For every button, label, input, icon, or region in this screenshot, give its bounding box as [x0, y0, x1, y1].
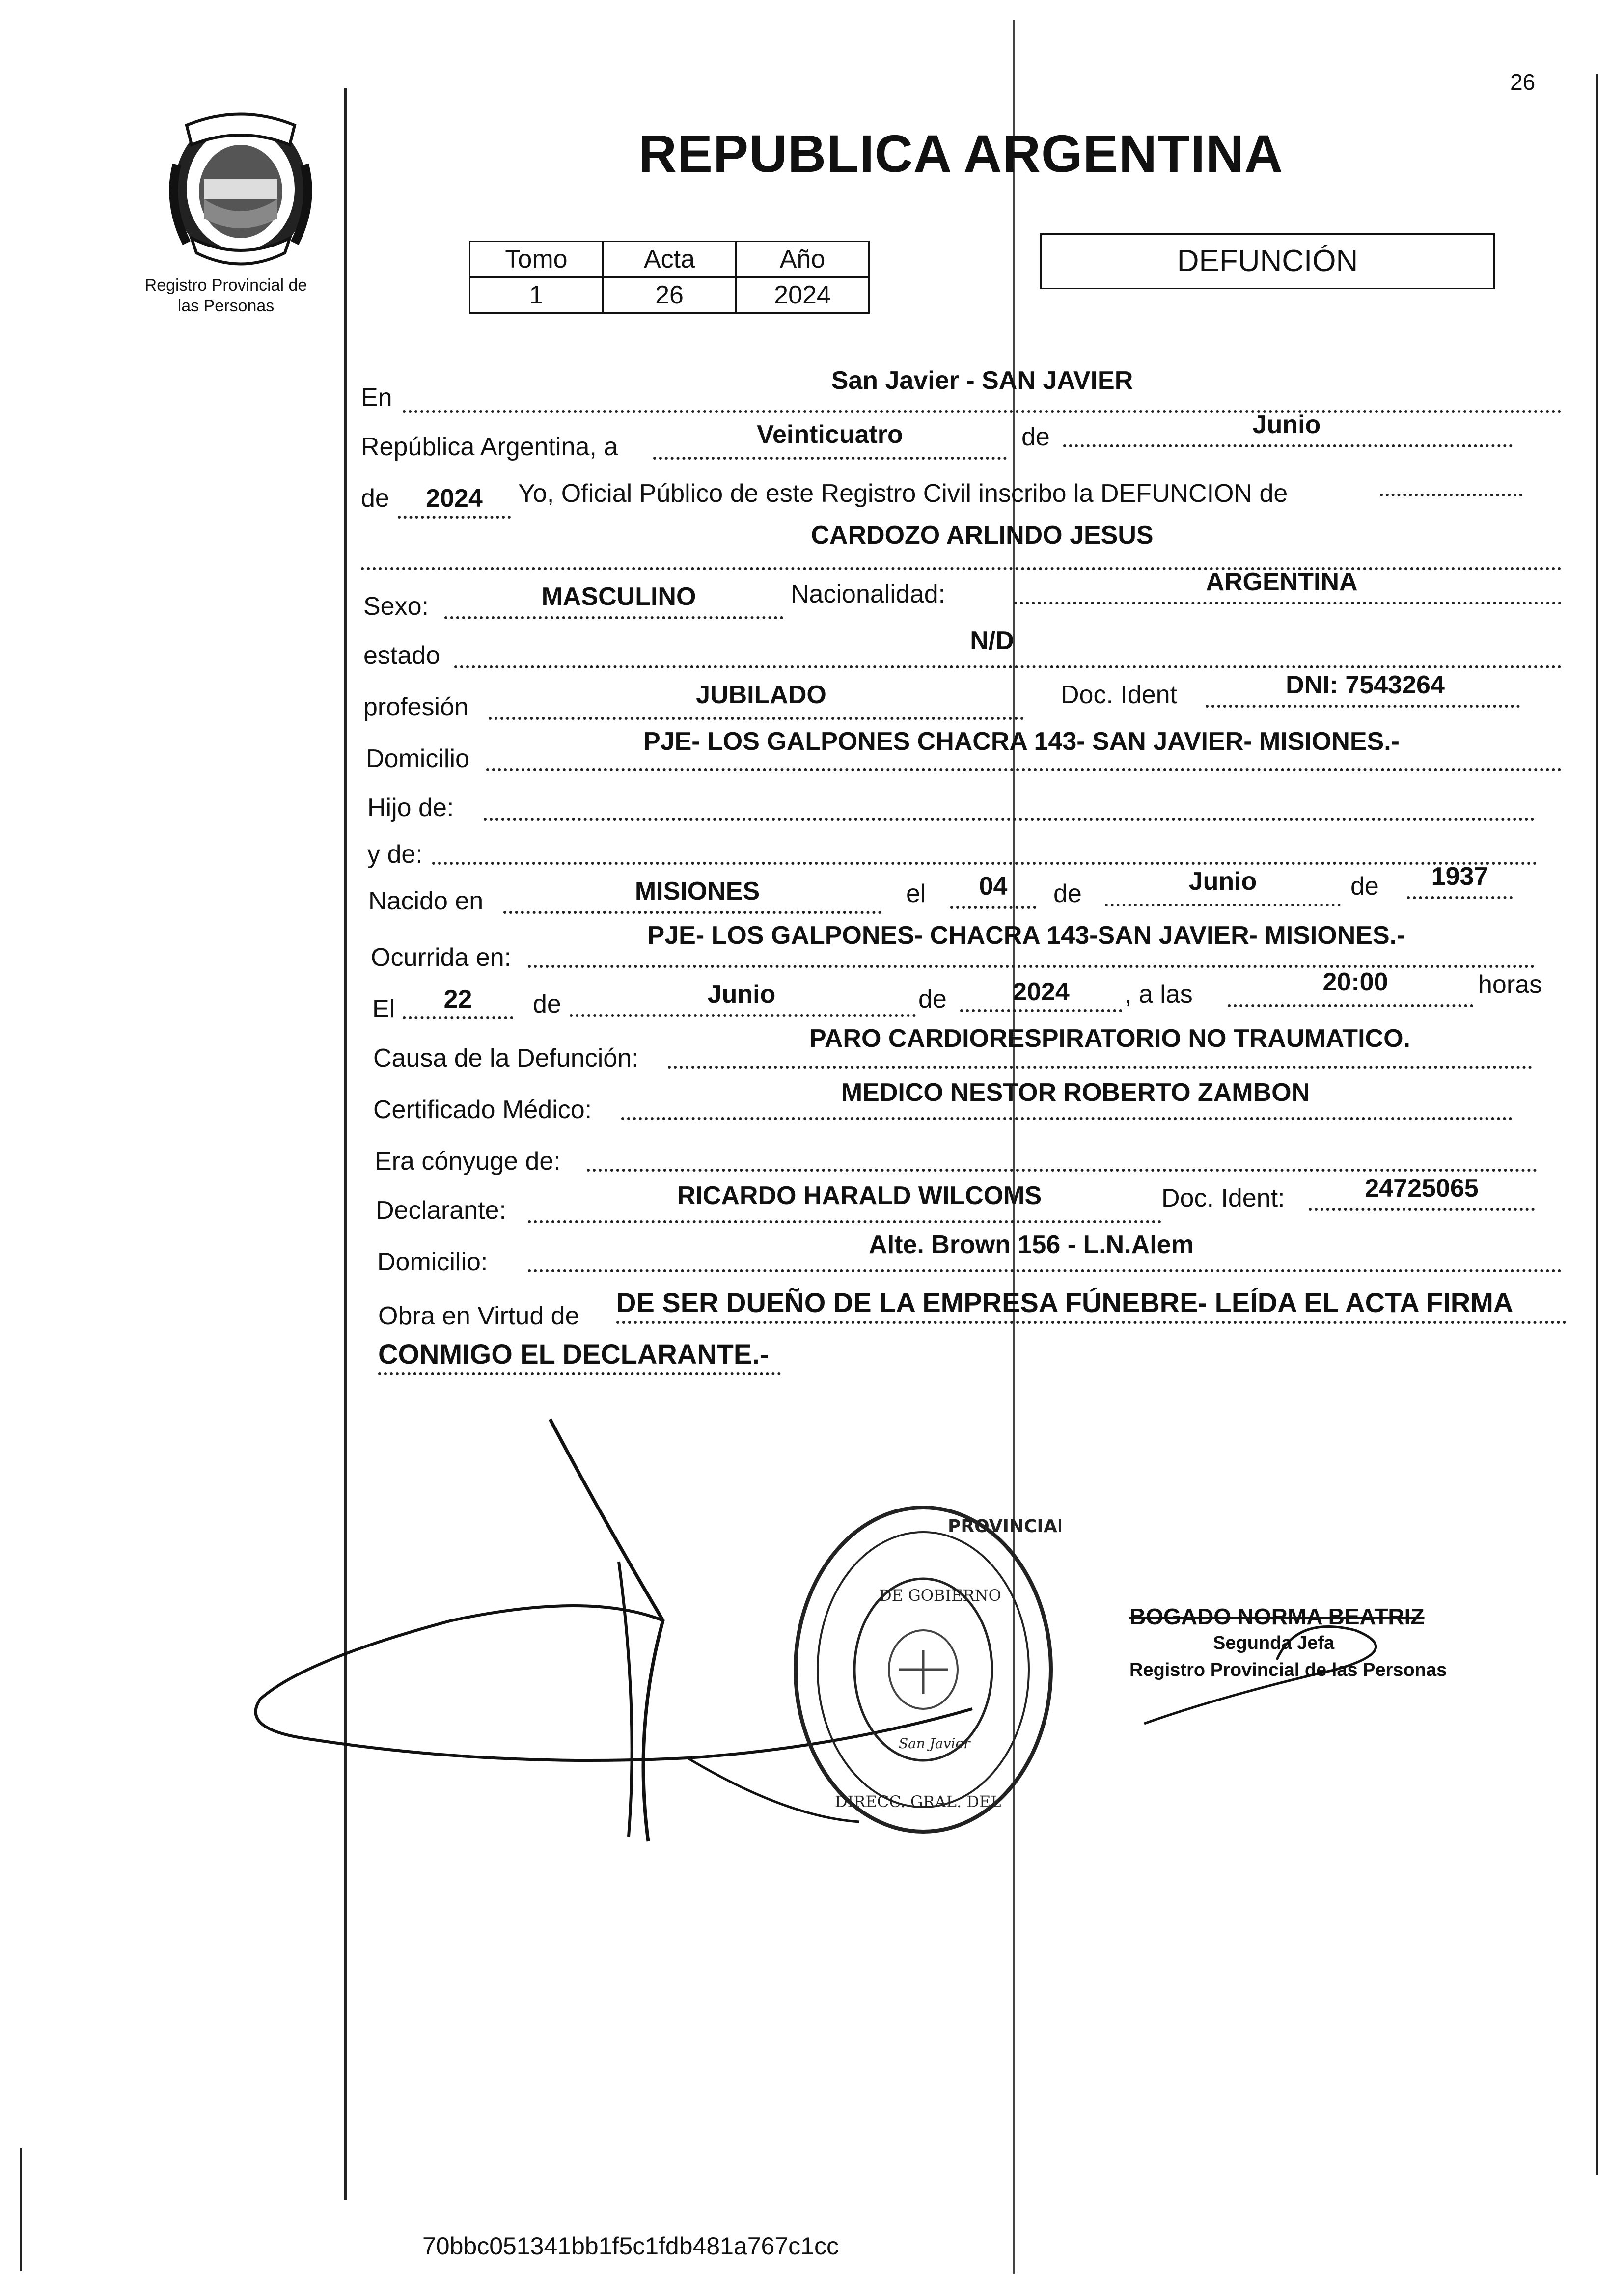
nacionalidad-label: Nacionalidad:	[791, 580, 946, 608]
officer-org: Registro Provincial de las Personas	[1129, 1660, 1447, 1680]
provincial-seal-icon	[157, 106, 324, 273]
en-label: En	[361, 384, 392, 412]
doc2-dotline	[1309, 1208, 1535, 1211]
header-tomo: Tomo	[470, 242, 603, 277]
obra-dotline-1	[616, 1321, 1567, 1324]
declarante-dotline	[528, 1220, 1161, 1223]
ocurrida-value: PJE- LOS GALPONES- CHACRA 143-SAN JAVIER- MISIONES.-	[647, 921, 1405, 950]
value-tomo: 1	[470, 277, 603, 313]
death-time: 20:00	[1322, 968, 1388, 996]
record-table-values	[470, 277, 869, 313]
deathday-dotline	[403, 1016, 513, 1019]
causa-dotline	[668, 1066, 1532, 1069]
cert-value: MEDICO NESTOR ROBERTO ZAMBON	[841, 1078, 1310, 1107]
sexo-dotline	[444, 616, 783, 619]
yde-dotline	[432, 862, 1537, 865]
registry-stamp-icon	[786, 1493, 1061, 1846]
right-margin-rule	[1596, 74, 1598, 2175]
de-label-5: de	[533, 990, 561, 1018]
obra-label: Obra en Virtud de	[378, 1302, 579, 1330]
svg-text:DIRECC. GRAL. DEL: DIRECC. GRAL. DEL	[835, 1792, 1001, 1811]
day-dotline	[653, 457, 1007, 460]
doc-value: DNI: 7543264	[1286, 671, 1445, 699]
doc2-label: Doc. Ident:	[1161, 1184, 1285, 1212]
page-number: 26	[1510, 69, 1536, 95]
registry-caption: Registro Provincial de las Personas	[144, 276, 307, 315]
el-label-2: El	[372, 995, 395, 1023]
left-margin-rule	[344, 88, 347, 2200]
birth-year: 1937	[1431, 862, 1488, 891]
death-month: Junio	[707, 980, 776, 1009]
causa-label: Causa de la Defunción:	[373, 1044, 639, 1072]
header-anio: Año	[736, 242, 869, 277]
birth-month: Junio	[1188, 867, 1257, 896]
birthday-dotline	[950, 906, 1036, 909]
de-label-1: de	[1021, 423, 1050, 451]
record-table-header	[470, 242, 869, 277]
yde-label: y de:	[367, 840, 423, 869]
record-table	[469, 241, 870, 314]
conyuge-label: Era cónyuge de:	[375, 1147, 561, 1176]
republica-label: República Argentina, a	[361, 433, 618, 461]
svg-text:San Javier: San Javier	[899, 1735, 970, 1752]
estado-dotline	[454, 665, 1562, 668]
nacido-dotline	[503, 911, 881, 914]
de-label-2: de	[361, 484, 389, 513]
birthyear-dotline	[1407, 896, 1513, 899]
hijo-dotline	[484, 818, 1535, 821]
nacionalidad-dotline	[1014, 602, 1562, 604]
de-label-4: de	[1350, 872, 1379, 901]
death-year: 2024	[1013, 978, 1070, 1006]
domicilio2-value: Alte. Brown 156 - L.N.Alem	[869, 1231, 1194, 1259]
domicilio-label: Domicilio	[366, 744, 469, 773]
domicilio-dotline	[486, 768, 1562, 771]
birthmonth-dotline	[1105, 904, 1341, 906]
death-day: 22	[443, 985, 472, 1014]
el-label-1: el	[906, 879, 926, 908]
obra-dotline-2	[378, 1372, 781, 1375]
svg-text:PROVINCIAL: PROVINCIAL	[948, 1516, 1061, 1536]
doc-dotline	[1206, 705, 1520, 708]
declarante-value: RICARDO HARALD WILCOMS	[677, 1181, 1042, 1210]
deathmonth-dotline	[570, 1014, 916, 1017]
header-acta: Acta	[603, 242, 736, 277]
bottom-left-rule	[20, 2148, 22, 2271]
declarante-label: Declarante:	[376, 1196, 506, 1225]
domicilio2-label: Domicilio:	[377, 1248, 488, 1276]
value-acta: 26	[603, 277, 736, 313]
value-anio: 2024	[736, 277, 869, 313]
svg-text:DE GOBIERNO: DE GOBIERNO	[879, 1586, 1001, 1605]
domicilio-value: PJE- LOS GALPONES CHACRA 143- SAN JAVIER- MISIONES.-	[643, 727, 1400, 756]
document-title: REPUBLICA ARGENTINA	[638, 124, 1283, 183]
yo-text: Yo, Oficial Público de este Registro Civil inscribo la DEFUNCION de	[518, 479, 1288, 508]
month-dotline	[1063, 444, 1513, 447]
profesion-value: JUBILADO	[696, 681, 826, 709]
deathyear-dotline	[960, 1009, 1122, 1012]
profesion-dotline	[489, 717, 1024, 720]
deceased-name: CARDOZO ARLINDO JESUS	[811, 521, 1154, 549]
nacionalidad-value: ARGENTINA	[1206, 568, 1358, 596]
doc-label: Doc. Ident	[1061, 681, 1178, 709]
sexo-label: Sexo:	[363, 592, 429, 621]
estado-value: N/D	[970, 627, 1014, 655]
cert-label: Certificado Médico:	[373, 1096, 592, 1124]
center-fold-rule	[1013, 20, 1015, 2274]
sexo-value: MASCULINO	[541, 582, 696, 611]
causa-value: PARO CARDIORESPIRATORIO NO TRAUMATICO.	[809, 1024, 1410, 1053]
hijo-label: Hijo de:	[367, 794, 454, 822]
doc2-value: 24725065	[1365, 1174, 1479, 1203]
year-value: 2024	[426, 484, 483, 513]
year-dotline	[398, 516, 511, 519]
obra-line-2: CONMIGO EL DECLARANTE.-	[378, 1339, 769, 1370]
birth-day: 04	[979, 872, 1008, 901]
officer-role: Segunda Jefa	[1213, 1633, 1335, 1653]
conyuge-dotline	[587, 1169, 1537, 1172]
domicilio2-dotline	[528, 1269, 1562, 1272]
document-hash: 70bbc051341bb1f5c1fdb481a767c1cc	[422, 2232, 839, 2260]
ocurrida-label: Ocurrida en:	[371, 943, 512, 972]
obra-line-1: DE SER DUEÑO DE LA EMPRESA FÚNEBRE- LEÍDA EL ACTA FIRMA	[616, 1287, 1514, 1318]
alas-label: , a las	[1125, 980, 1193, 1009]
nacido-value: MISIONES	[634, 877, 760, 905]
de-label-3: de	[1053, 879, 1082, 908]
en-value: San Javier - SAN JAVIER	[831, 366, 1133, 395]
cert-dotline	[621, 1117, 1513, 1120]
time-dotline	[1228, 1004, 1473, 1007]
nacido-label: Nacido en	[368, 887, 484, 915]
day-words: Veinticuatro	[757, 420, 903, 449]
de-label-6: de	[918, 985, 947, 1014]
record-type-box: DEFUNCIÓN	[1040, 233, 1495, 289]
officer-name: BOGADO NORMA BEATRIZ	[1129, 1604, 1425, 1629]
profesion-label: profesión	[363, 693, 468, 721]
estado-label: estado	[363, 641, 440, 670]
yo-dotline	[1380, 494, 1522, 496]
month-value: Junio	[1252, 411, 1321, 439]
horas-label: horas	[1478, 970, 1542, 999]
